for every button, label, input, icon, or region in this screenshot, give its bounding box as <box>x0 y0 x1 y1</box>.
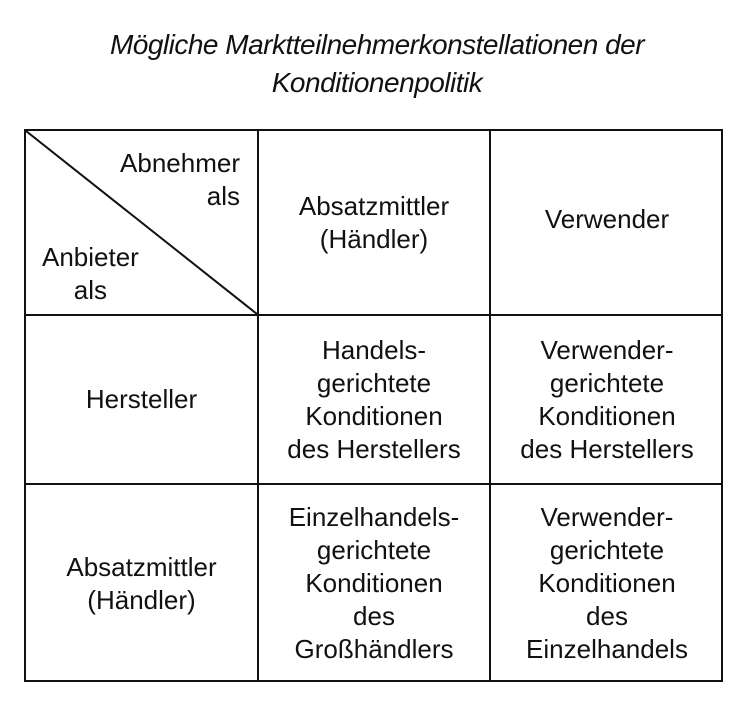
table-cell-hersteller-absatzmittler: Handels- gerichtete Konditionen des Herstellers <box>287 334 461 464</box>
corner-cell <box>26 131 257 314</box>
document-title <box>0 26 754 102</box>
row-header-absatzmittler: Absatzmittler (Händler) <box>66 551 217 615</box>
column-header-absatzmittler: Absatzmittler (Händler) <box>298 190 450 254</box>
corner-label-anbieter: Anbieter als <box>42 242 139 305</box>
table-cell-absatzmittler-absatzmittler: Einzelhandels- gerichtete Konditionen des Großhändlers <box>288 502 460 664</box>
table-cell-absatzmittler-verwender: Verwender- gerichtete Konditionen des Einzelhandels <box>526 502 688 664</box>
constellation-table <box>24 129 723 682</box>
table-cell-hersteller-verwender: Verwender- gerichtete Konditionen des Herstellers <box>520 334 694 464</box>
column-header-verwender: Verwender <box>544 204 670 234</box>
title-line-2: Konditionenpolitik <box>271 67 483 98</box>
corner-label-abnehmer: Abnehmer als <box>120 148 240 211</box>
title-line-1: Mögliche Marktteilnehmerkonstellationen der <box>109 29 645 60</box>
row-header-hersteller: Hersteller <box>85 384 198 414</box>
